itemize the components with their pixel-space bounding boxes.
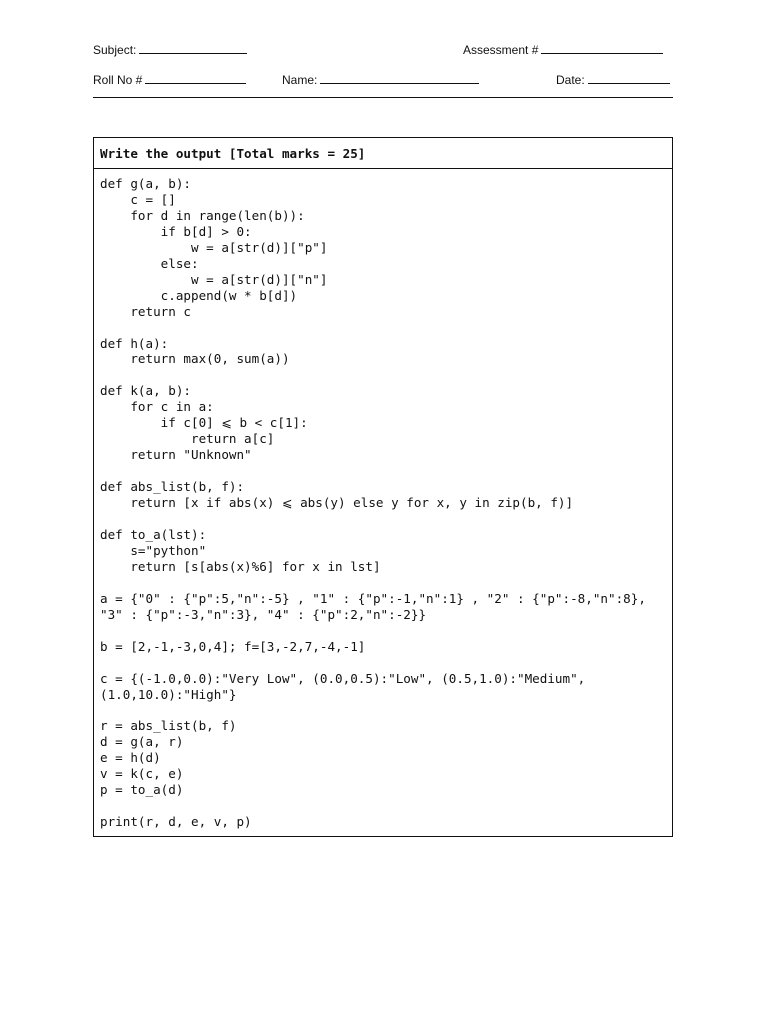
assessment-field (463, 43, 663, 57)
assessment-label: Assessment # (463, 43, 539, 57)
code-listing: def g(a, b): c = [] for d in range(len(b)): if b[d] > 0: w = a[str(d)]["p"] else: w = a[str(d)]["n"] c.append(w * b[d]) return c def h(a): return max(0, sum(a)) def k(a, b): for c in a: if c[0] ⩽ b < c[1]: return a[c] return "Unknown" def abs_list(b, f): return [x if abs(x) ⩽ abs(y) else y for x, y in zip(b, f)] def to_a(lst): s="python" return [s[abs(x)%6] for x in lst] a = {"0" : {"p":5,"n":-5} , "1" : {"p":-1,"n":1} , "2" : {"p":-8,"n":8}, "3" : {"p":-3,"n":3}, "4" : {"p":2,"n":-2}} b = [2,-1,-3,0,4]; f=[3,-2,7,-4,-1] c = {(-1.0,0.0):"Very Low", (0.0,0.5):"Low", (0.5,1.0):"Medium", (1.0,10.0):"High"} r = abs_list(b, f) d = g(a, r) e = h(d) v = k(c, e) p = to_a(d) print(r, d, e, v, p) (100, 176, 646, 830)
subject-label: Subject: (93, 43, 137, 57)
question-title: Write the output [Total marks = 25] (94, 138, 672, 169)
date-field (556, 73, 670, 87)
date-blank[interactable] (588, 73, 670, 84)
question-box (93, 137, 673, 837)
roll-number-field (93, 73, 246, 87)
name-label: Name: (282, 73, 318, 87)
name-blank[interactable] (320, 73, 479, 84)
assessment-blank[interactable] (541, 43, 663, 54)
name-field (282, 73, 479, 87)
header-divider (93, 97, 673, 98)
roll-number-label: Roll No # (93, 73, 143, 87)
roll-number-blank[interactable] (145, 73, 246, 84)
subject-blank[interactable] (139, 43, 247, 54)
subject-field (93, 43, 247, 57)
date-label: Date: (556, 73, 585, 87)
